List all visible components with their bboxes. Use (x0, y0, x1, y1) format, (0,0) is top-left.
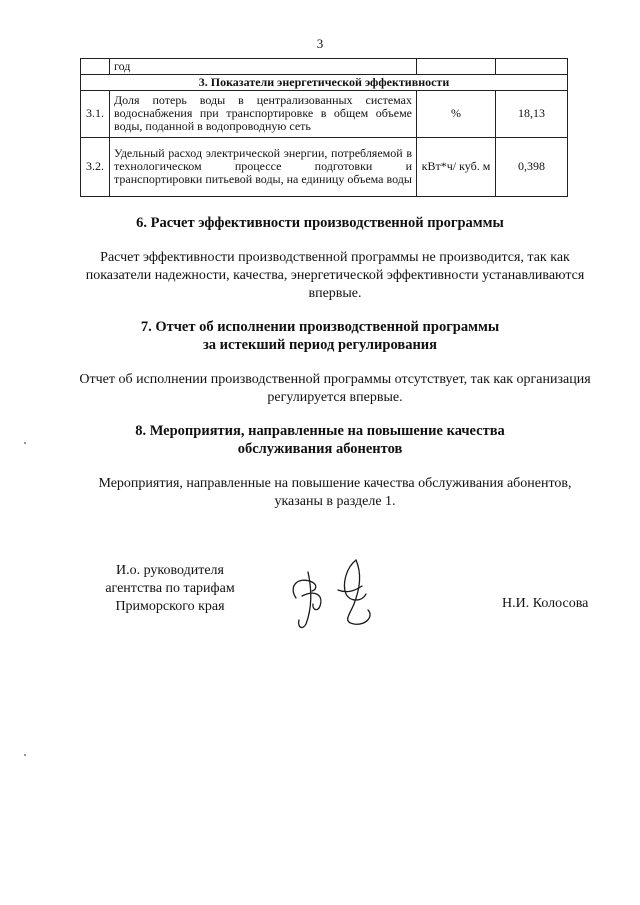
section-title-line: обслуживания абонентов (237, 441, 403, 457)
indicator-name: Доля потерь воды в централизованных системах водоснабжения при транспортировке в общем объеме воды, поданной в водопроводную сеть (110, 90, 417, 137)
section-8-title (0, 422, 640, 458)
section-title-line: 6. Расчет эффективности производственной программы (136, 215, 504, 231)
section-6-text: Расчет эффективности производственной программы не производится, так как показатели надежности, качества, энергетической эффективности устанавливаются впервые. (85, 250, 585, 301)
table-row (81, 90, 568, 137)
table-cell-empty (417, 59, 496, 75)
row-number: 3.1. (81, 90, 110, 137)
table-section-row (81, 74, 568, 90)
handwritten-signature (282, 550, 392, 630)
position-line: Приморского края (115, 599, 225, 614)
section-8-text: Мероприятия, направленные на повышение качества обслуживания абонентов, указаны в разделе 1. (98, 476, 572, 509)
indicators-table (80, 58, 568, 197)
signatory-position (80, 562, 260, 616)
table-cell-empty (81, 59, 110, 75)
indicator-value: 18,13 (496, 90, 568, 137)
scan-speck (24, 754, 26, 756)
table-cell-empty (496, 59, 568, 75)
table-cell-continued: год (110, 59, 417, 75)
table-row (81, 137, 568, 196)
page-number: 3 (316, 36, 324, 51)
indicator-name: Удельный расход электрической энергии, потребляемой в технологическом процессе подготовки и транспортировки питьевой воды, на единицу объема воды (110, 137, 417, 196)
table-section-title: 3. Показатели энергетической эффективности (81, 74, 568, 90)
position-line: агентства по тарифам (105, 581, 235, 596)
scan-speck (24, 442, 26, 444)
section-6-title (0, 214, 640, 232)
section-7-title (0, 318, 640, 354)
section-7-text: Отчет об исполнении производственной программы отсутствует, так как организация регулируется впервые. (79, 372, 591, 405)
section-title-line: 8. Мероприятия, направленные на повышение качества (135, 423, 505, 439)
section-title-line: 7. Отчет об исполнении производственной программы (140, 319, 500, 335)
row-number: 3.2. (81, 137, 110, 196)
position-line: И.о. руководителя (115, 563, 224, 578)
indicator-unit: кВт*ч/ куб. м (417, 137, 496, 196)
indicator-unit: % (417, 90, 496, 137)
indicator-value: 0,398 (496, 137, 568, 196)
section-title-line: за истекший период регулирования (202, 337, 438, 353)
table-row (81, 59, 568, 75)
signatory-name: Н.И. Колосова (502, 596, 589, 611)
